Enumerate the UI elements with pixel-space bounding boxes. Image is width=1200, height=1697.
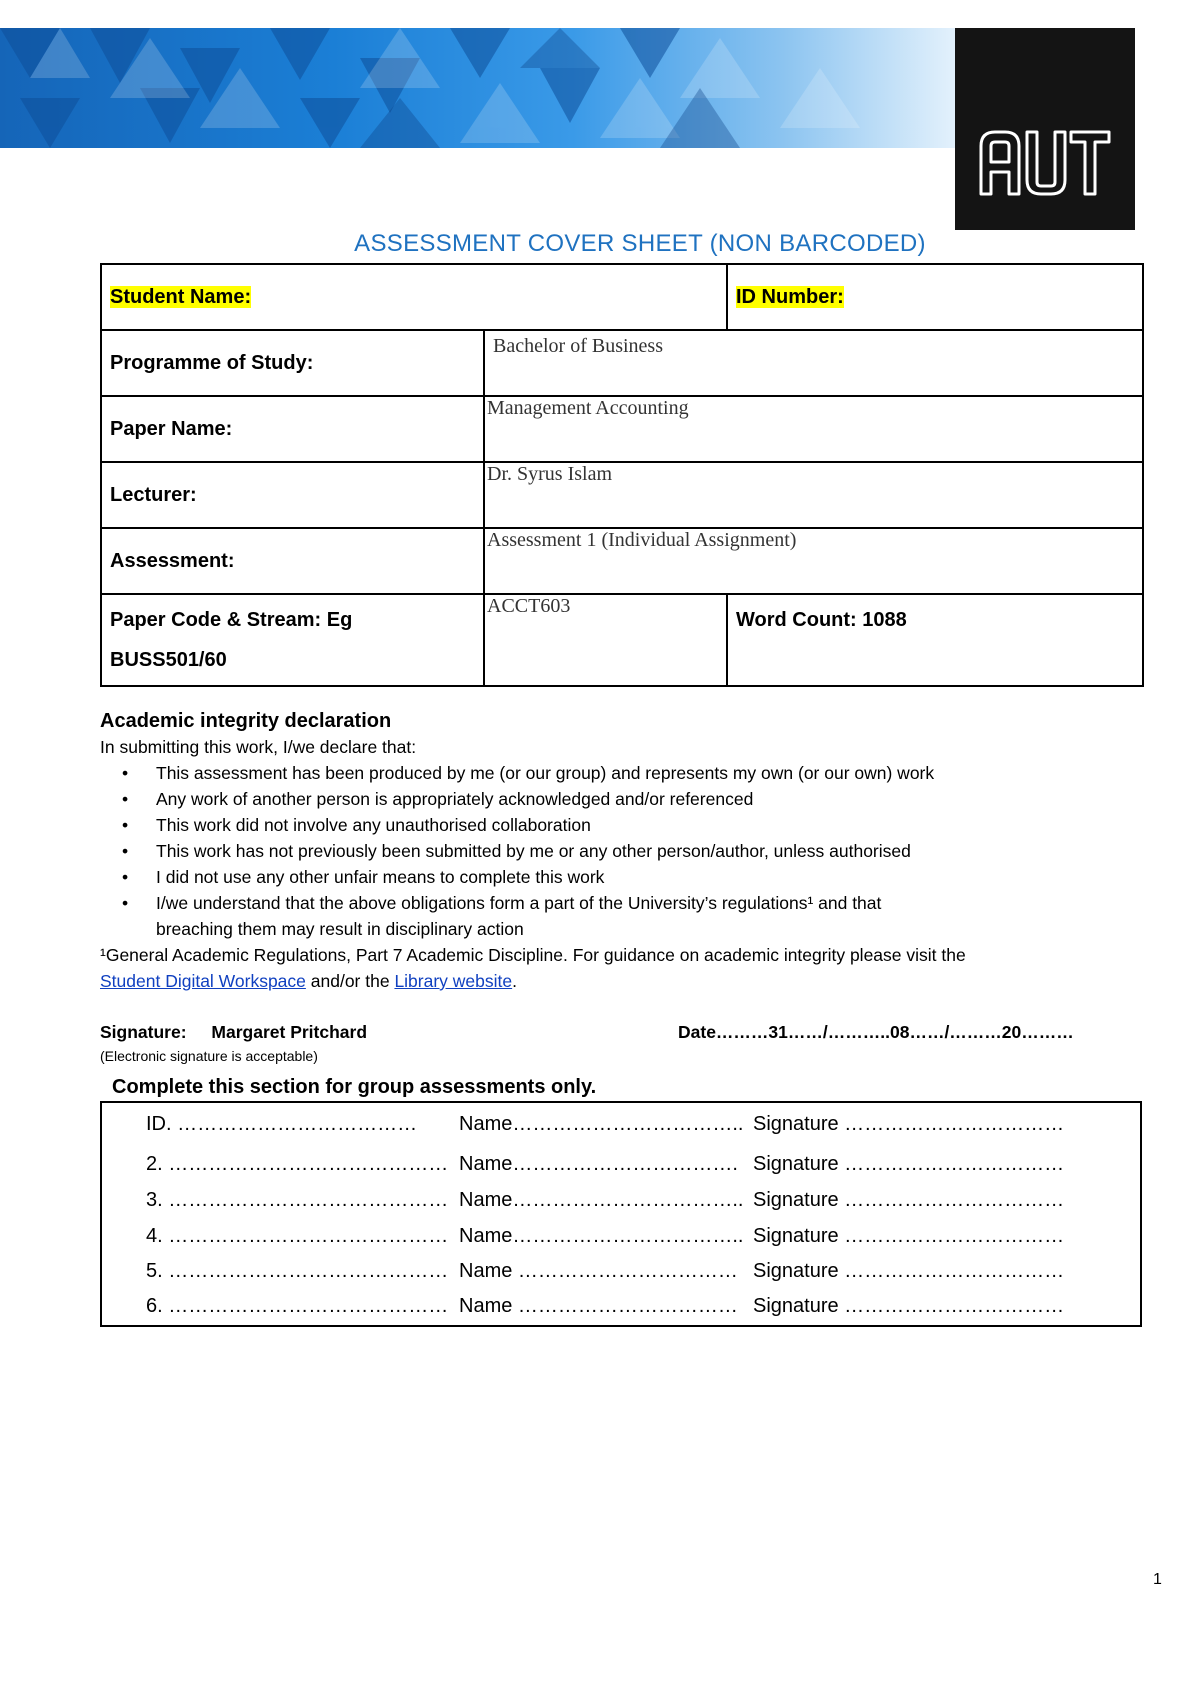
- page-title: ASSESSMENT COVER SHEET (NON BARCODED): [354, 230, 926, 257]
- group-signature-field[interactable]: Signature ……………………………: [753, 1260, 1065, 1282]
- table-row: [101, 330, 1143, 396]
- list-item: • This assessment has been produced by me (or our group) and represents my own (or our own) work: [100, 760, 1140, 786]
- table-row: [101, 528, 1143, 594]
- group-id-field[interactable]: 2. ……………………………………: [146, 1153, 449, 1175]
- programme-label: Programme of Study:: [101, 330, 484, 396]
- group-name-field[interactable]: Name……………………………..: [459, 1113, 744, 1135]
- group-row: [102, 1153, 1140, 1183]
- group-row: [102, 1225, 1140, 1255]
- group-id-field[interactable]: 3. ……………………………………: [146, 1189, 449, 1211]
- table-row: [101, 264, 1143, 330]
- lecturer-label: Lecturer:: [101, 462, 484, 528]
- table-row: [101, 462, 1143, 528]
- paper-code-value[interactable]: ACCT603: [484, 594, 727, 686]
- group-id-field[interactable]: 4. ……………………………………: [146, 1225, 449, 1247]
- group-signature-field[interactable]: Signature ……………………………: [753, 1295, 1065, 1317]
- assessment-value[interactable]: Assessment 1 (Individual Assignment): [484, 528, 1143, 594]
- paper-code-label-line2: BUSS501/60: [110, 649, 227, 671]
- signature-label: Signature:: [100, 1022, 187, 1042]
- paper-code-label-line1: Paper Code & Stream: Eg: [110, 609, 353, 631]
- word-count[interactable]: Word Count: 1088: [727, 594, 1143, 686]
- paper-name-label: Paper Name:: [101, 396, 484, 462]
- group-signature-field[interactable]: Signature ……………………………: [753, 1153, 1065, 1175]
- student-digital-workspace-link[interactable]: Student Digital Workspace: [100, 971, 306, 991]
- group-name-field[interactable]: Name……………………………..: [459, 1225, 744, 1247]
- group-name-field[interactable]: Name……………………………..: [459, 1189, 744, 1211]
- student-name-cell[interactable]: [101, 264, 727, 330]
- id-number-label: ID Number:: [736, 285, 844, 308]
- assessment-label: Assessment:: [101, 528, 484, 594]
- integrity-declaration: [100, 708, 1140, 994]
- signature-section: [100, 1022, 1140, 1064]
- list-item: • I did not use any other unfair means to complete this work: [100, 864, 1140, 890]
- table-row: [101, 594, 1143, 686]
- list-item: • This work did not involve any unauthorised collaboration: [100, 812, 1140, 838]
- footnote: [100, 942, 1140, 994]
- group-section-title: Complete this section for group assessments only.: [112, 1076, 597, 1098]
- group-row: [102, 1260, 1140, 1290]
- list-item: • This work has not previously been submitted by me or any other person/author, unless authorised: [100, 838, 1140, 864]
- lecturer-value[interactable]: Dr. Syrus Islam: [484, 462, 1143, 528]
- group-signature-field[interactable]: Signature ……………………………: [753, 1189, 1065, 1211]
- paper-name-value[interactable]: Management Accounting: [484, 396, 1143, 462]
- library-website-link[interactable]: Library website: [394, 971, 513, 991]
- footnote-period: .: [512, 971, 518, 991]
- date-field[interactable]: Date………31……/………..08……/………20………: [678, 1022, 1074, 1042]
- table-row: [101, 396, 1143, 462]
- list-item: • I/we understand that the above obligations form a part of the University’s regulations¹ and that breaching them may result in disciplinary action: [100, 890, 1140, 942]
- programme-value[interactable]: Bachelor of Business: [484, 330, 1143, 396]
- group-signature-field[interactable]: Signature ……………………………: [753, 1113, 1065, 1135]
- group-name-field[interactable]: Name…………………………….: [459, 1153, 738, 1175]
- group-assessment-box: [100, 1101, 1142, 1327]
- footnote-text: ¹General Academic Regulations, Part 7 Academic Discipline. For guidance on academic integrity please visit the: [100, 945, 966, 965]
- declaration-intro: In submitting this work, I/we declare that:: [100, 737, 417, 757]
- assessment-info-table: [100, 263, 1144, 687]
- signature-name[interactable]: Margaret Pritchard: [211, 1022, 368, 1042]
- triangle-pattern: [0, 28, 955, 148]
- footnote-andor: and/or the: [305, 971, 395, 991]
- group-id-field[interactable]: 6. ……………………………………: [146, 1295, 449, 1317]
- group-name-field[interactable]: Name ……………………………: [459, 1295, 738, 1317]
- group-id-field[interactable]: 5. ……………………………………: [146, 1260, 449, 1282]
- signature-note: (Electronic signature is acceptable): [100, 1048, 318, 1064]
- group-row: [102, 1295, 1140, 1325]
- group-signature-field[interactable]: Signature ……………………………: [753, 1225, 1065, 1247]
- paper-code-label: [101, 594, 484, 686]
- group-id-field[interactable]: ID. ………………………………: [146, 1113, 418, 1135]
- header-banner: [0, 28, 955, 148]
- id-number-cell[interactable]: [727, 264, 1143, 330]
- page-number: 1: [1153, 1571, 1162, 1588]
- declaration-heading: Academic integrity declaration: [100, 710, 392, 732]
- declaration-list: [100, 760, 1140, 942]
- group-row: [102, 1189, 1140, 1219]
- aut-logo-mark: [977, 128, 1113, 198]
- student-name-label: Student Name:: [110, 285, 252, 308]
- group-row: [102, 1113, 1140, 1143]
- aut-logo: [955, 28, 1135, 230]
- list-item: • Any work of another person is appropriately acknowledged and/or referenced: [100, 786, 1140, 812]
- signature-row: [100, 1022, 1140, 1048]
- group-name-field[interactable]: Name ……………………………: [459, 1260, 738, 1282]
